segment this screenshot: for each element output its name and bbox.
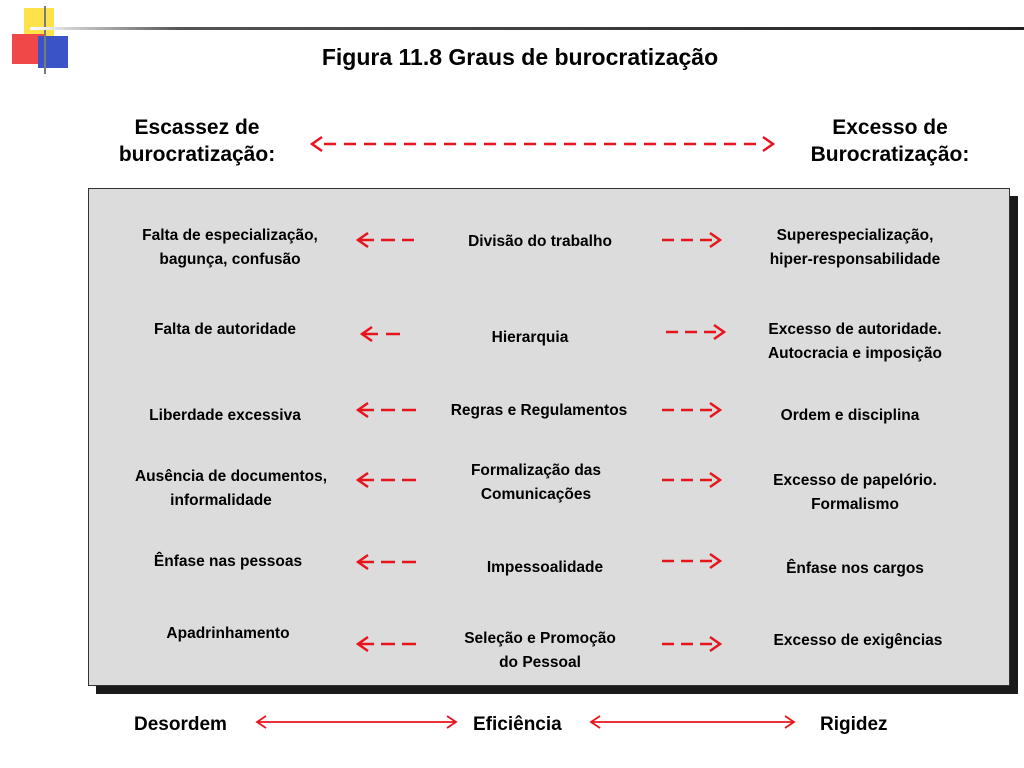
row-1-right-line-2: hiper-responsabilidade [769,251,941,268]
row-5-right [725,557,985,581]
row-3-center-line-1: Regras e Regulamentos [450,402,628,419]
row-1-left-line-2: bagunça, confusão [159,251,301,268]
row-2-center [410,326,650,350]
title-rule [30,27,1024,30]
row-5-left-line-1: Ênfase nas pessoas [153,553,303,570]
row-4-right-line-1: Excesso de papelório. [773,472,937,489]
row-3-left-arrow [356,400,418,420]
row-2-left-arrow [360,324,410,344]
footer-center: Eficiência [473,714,562,735]
row-1-right-arrow [660,230,722,250]
row-2-left-line-1: Falta de autoridade [153,321,297,338]
row-6-left-line-1: Apadrinhamento [166,625,290,642]
row-1-left-arrow [356,230,416,250]
footer-arrow-right [588,714,798,730]
row-6-center-line-1: Seleção e Promoção [464,630,616,647]
footer-left: Desordem [134,714,227,735]
row-1-left-line-1: Falta de especialização, [142,227,318,244]
row-3-left-line-1: Liberdade excessiva [149,407,301,424]
row-1-center-line-1: Divisão do trabalho [468,233,612,250]
row-2-left [103,318,347,342]
row-5-center [425,556,665,580]
row-3-right-line-1: Ordem e disciplina [780,407,920,424]
row-1-right [725,224,985,272]
row-5-center-line-1: Impessoalidade [486,559,604,576]
row-4-left-line-2: informalidade [170,492,272,509]
header-left [92,114,302,168]
row-2-right-line-2: Autocracia e imposição [767,345,942,362]
row-4-right [725,469,985,517]
row-6-center [420,627,660,675]
row-2-right-line-1: Excesso de autoridade. [768,321,942,338]
header-right-line-2: Burocratização: [810,143,970,166]
header-left-line-1: Escassez de [134,116,260,139]
header-double-arrow [310,134,775,154]
row-1-center [420,230,660,254]
row-4-right-line-2: Formalismo [811,496,899,513]
footer-right: Rigidez [820,714,888,735]
row-3-center [418,399,660,423]
row-6-right [728,629,988,653]
row-2-center-line-1: Hierarquia [491,329,569,346]
row-5-left [103,550,353,574]
row-6-right-line-1: Excesso de exigências [773,632,943,649]
logo-yellow-square [24,8,54,36]
row-4-center-line-2: Comunicações [480,486,592,503]
row-3-left [103,404,347,428]
row-4-left-line-1: Ausência de documentos, [134,468,328,485]
row-1-left [103,224,357,272]
row-2-right [725,318,985,366]
page-title: Figura 11.8 Graus de burocratização [321,44,719,70]
header-right-line-1: Excesso de [832,116,948,139]
row-4-left [100,465,362,513]
header-left-line-2: burocratização: [118,143,276,166]
row-4-left-arrow [356,470,418,490]
row-5-left-arrow [356,552,418,572]
footer-arrow-left [254,714,460,730]
row-4-right-arrow [660,470,722,490]
header-right [788,114,992,168]
row-6-center-line-2: do Pessoal [499,654,581,671]
row-6-right-arrow [660,634,722,654]
row-5-right-line-1: Ênfase nos cargos [786,560,924,577]
row-6-left [103,622,353,646]
row-4-center [416,459,656,507]
row-3-right [725,404,975,428]
row-3-right-arrow [660,400,722,420]
row-4-center-line-1: Formalização das [470,462,602,479]
row-5-right-arrow [660,551,722,571]
row-1-right-line-1: Superespecialização, [776,227,934,244]
row-6-left-arrow [356,634,418,654]
row-2-right-arrow [664,322,726,342]
